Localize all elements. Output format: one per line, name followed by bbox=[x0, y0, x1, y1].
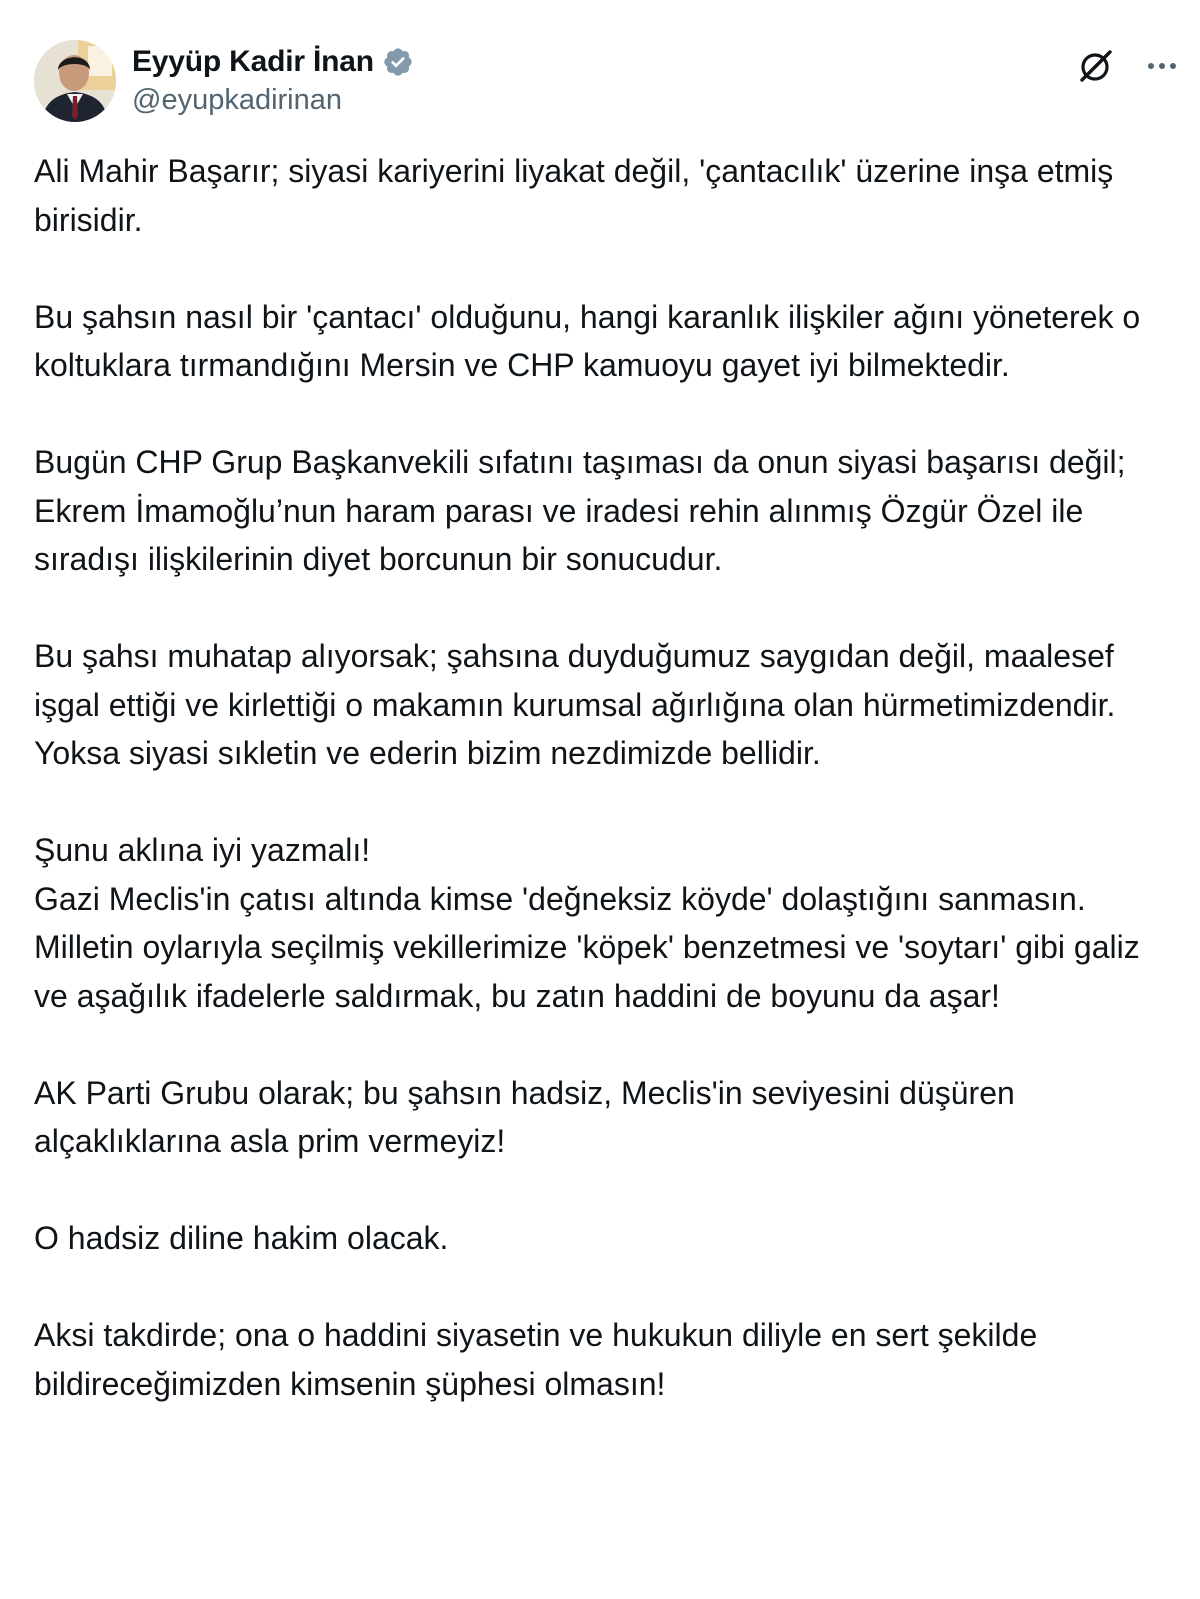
more-options-icon[interactable] bbox=[1142, 46, 1182, 86]
author-name-row bbox=[132, 42, 414, 82]
tweet-paragraph: Aksi takdirde; ona o haddini siyasetin ve hukukun diliyle en sert şekilde bildireceğimizden kimsenin şüphesi olmasın! bbox=[34, 1317, 1038, 1402]
tweet-text bbox=[34, 147, 1174, 1408]
tweet-paragraph: AK Parti Grubu olarak; bu şahsın hadsiz, Meclis'in seviyesini düşüren alçaklıklarına asla prim vermeyiz! bbox=[34, 1074, 1015, 1159]
author-handle[interactable]: @eyupkadirinan bbox=[132, 84, 343, 116]
author-display-name[interactable]: Eyyüp Kadir İnan bbox=[132, 45, 374, 78]
tweet-paragraph: Şunu aklına iyi yazmalı! Gazi Meclis'in çatısı altında kimse 'değneksiz köyde' dolaştığını sanmasın. Milletin oylarıyla seçilmiş vekillerimize 'köpek' benzetmesi ve 'soytarı' gibi galiz ve aşağılık ifadelerle saldırmak, bu zatın haddini de boyunu da aşar! bbox=[34, 832, 1140, 1014]
verified-badge-icon[interactable] bbox=[382, 46, 414, 78]
tweet-paragraph: Bugün CHP Grup Başkanvekili sıfatını taşıması da onun siyasi başarısı değil; Ekrem İmamoğlu’nun haram parası ve iradesi rehin alınmış Özgür Özel ile sıradışı ilişkilerinin diyet borcunun bir sonucudur. bbox=[34, 444, 1126, 577]
author-info bbox=[132, 42, 414, 117]
grok-icon[interactable] bbox=[1076, 46, 1116, 86]
tweet-paragraph: Bu şahsın nasıl bir 'çantacı' olduğunu, hangi karanlık ilişkiler ağını yöneterek o koltuklara tırmandığını Mersin ve CHP kamuoyu gayet iyi bilmektedir. bbox=[34, 298, 1141, 383]
tweet-paragraph: Bu şahsı muhatap alıyorsak; şahsına duyduğumuz saygıdan değil, maalesef işgal ettiği ve kirlettiği o makamın kurumsal ağırlığına olan hürmetimizdendir. Yoksa siyasi sıkletin ve ederin bizim nezdimizde bellidir. bbox=[34, 638, 1116, 771]
tweet-paragraph: O hadsiz diline hakim olacak. bbox=[34, 1220, 449, 1256]
avatar-image bbox=[34, 40, 116, 122]
tweet-paragraph: Ali Mahir Başarır; siyasi kariyerini liyakat değil, 'çantacılık' üzerine inşa etmiş birisidir. bbox=[34, 153, 1114, 238]
avatar[interactable] bbox=[34, 40, 116, 122]
tweet-header bbox=[34, 40, 1174, 120]
